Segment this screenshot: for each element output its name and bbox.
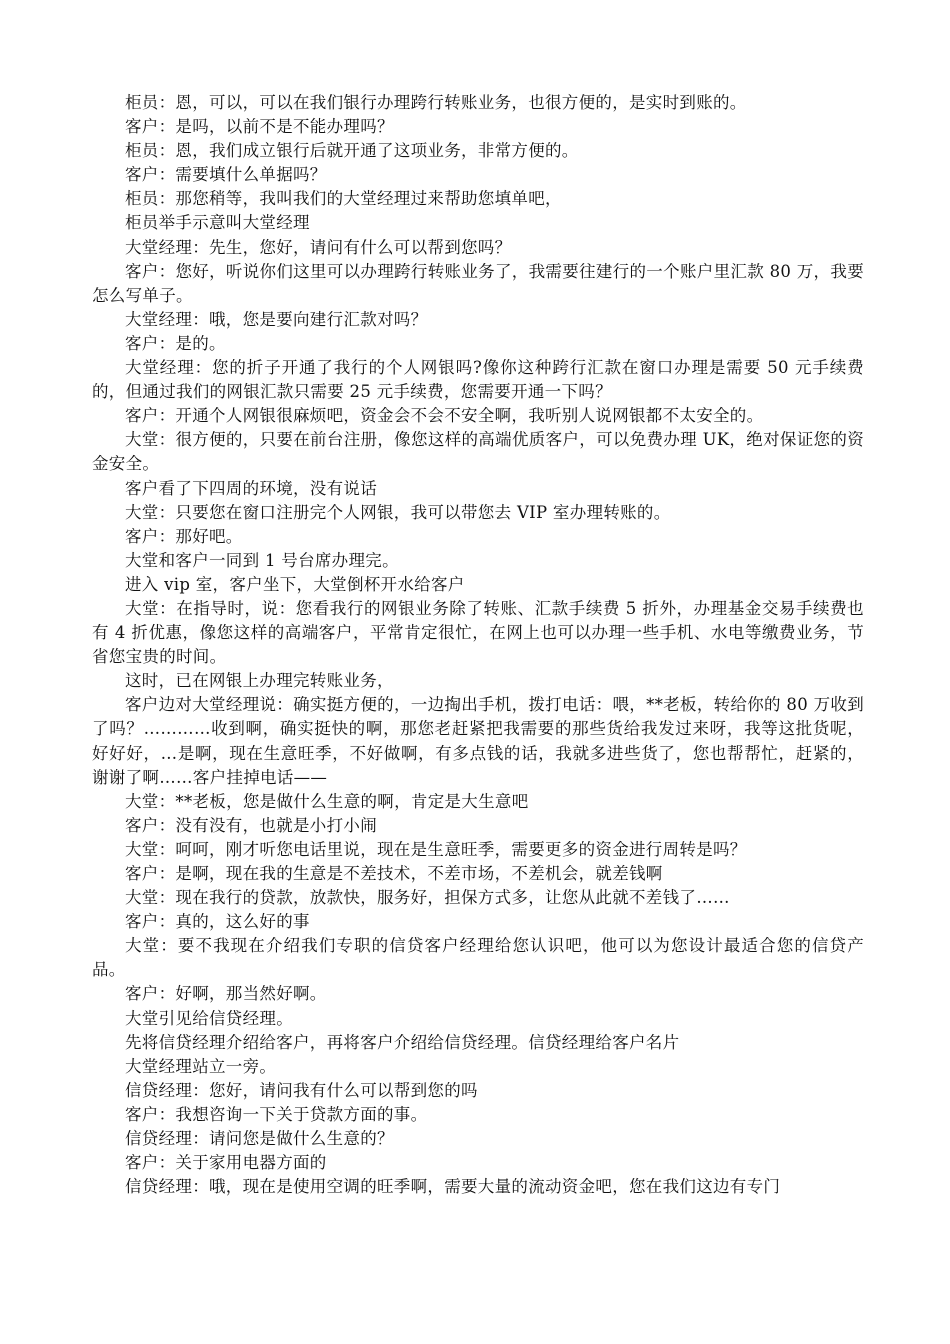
dialogue-paragraph: 客户：您好，听说你们这里可以办理跨行转账业务了，我需要往建行的一个账户里汇款 80 万，我要怎么写单子。 — [92, 261, 864, 305]
dialogue-paragraph: 客户边对大堂经理说：确实挺方便的，一边掏出手机，拨打电话：喂，**老板，转给你的 80 万收到了吗？…………收到啊，确实挺快的啊，那您老赶紧把我需要的那些货给我发过来呀，我等这批货呢，好好好，…是啊，现在生意旺季，不好做啊，有多点钱的话，我就多进些货了，您也帮帮忙，赶紧的，谢谢了啊……客户挂掉电话—— — [92, 695, 864, 787]
dialogue-paragraph: 大堂引见给信贷经理。 — [125, 1008, 293, 1028]
dialogue-paragraph: 信贷经理：您好，请问我有什么可以帮到您的吗 — [125, 1080, 478, 1100]
dialogue-paragraph: 大堂和客户一同到 1 号台席办理完。 — [125, 550, 399, 570]
dialogue-paragraph: 客户：那好吧。 — [125, 526, 243, 546]
dialogue-paragraph: 大堂：只要您在窗口注册完个人网银，我可以带您去 VIP 室办理转账的。 — [125, 502, 671, 522]
dialogue-paragraph: 大堂：要不我现在介绍我们专职的信贷客户经理给您认识吧，他可以为您设计最适合您的信贷产品。 — [92, 936, 864, 980]
dialogue-paragraph: 大堂：**老板，您是做什么生意的啊，肯定是大生意吧 — [125, 791, 529, 811]
dialogue-paragraph: 大堂：很方便的，只要在前台注册，像您这样的高端优质客户，可以免费办理 UK，绝对保证您的资金安全。 — [92, 430, 864, 474]
dialogue-paragraph: 柜员：恩，可以，可以在我们银行办理跨行转账业务，也很方便的，是实时到账的。 — [125, 93, 747, 112]
dialogue-paragraph: 大堂：在指导时，说：您看我行的网银业务除了转账、汇款手续费 5 折外，办理基金交易手续费也有 4 折优惠，像您这样的高端客户，平常肯定很忙，在网上也可以办理一些手机、水电等缴费业务，节省您宝贵的时间。 — [92, 598, 864, 667]
document-page — [92, 91, 864, 1199]
dialogue-paragraph: 信贷经理：哦，现在是使用空调的旺季啊，需要大量的流动资金吧，您在我们这边有专门 — [125, 1177, 781, 1197]
dialogue-paragraph: 客户看了下四周的环境，没有说话 — [125, 478, 377, 498]
dialogue-paragraph: 大堂：呵呵，刚才听您电话里说，现在是生意旺季，需要更多的资金进行周转是吗？ — [125, 839, 747, 859]
dialogue-paragraph: 先将信贷经理介绍给客户，再将客户介绍给信贷经理。信贷经理给客户名片 — [125, 1032, 680, 1052]
dialogue-paragraph: 大堂经理：您的折子开通了我行的个人网银吗?像你这种跨行汇款在窗口办理是需要 50 元手续费的，但通过我们的网银汇款只需要 25 元手续费，您需要开通一下吗？ — [92, 358, 864, 402]
dialogue-paragraph: 客户：我想咨询一下关于贷款方面的事。 — [125, 1104, 428, 1124]
dialogue-paragraph: 客户：需要填什么单据吗？ — [125, 165, 327, 185]
dialogue-paragraph: 客户：是吗，以前不是不能办理吗？ — [125, 117, 394, 137]
dialogue-paragraph: 大堂经理：先生，您好，请问有什么可以帮到您吗？ — [125, 237, 512, 257]
dialogue-paragraph: 客户：真的，这么好的事 — [125, 912, 310, 932]
dialogue-paragraph: 柜员：那您稍等，我叫我们的大堂经理过来帮助您填单吧， — [125, 189, 562, 209]
dialogue-paragraph: 这时，已在网银上办理完转账业务， — [125, 671, 394, 691]
dialogue-paragraph: 客户：好啊，那当然好啊。 — [125, 984, 327, 1004]
dialogue-paragraph: 客户：是啊，现在我的生意是不差技术，不差市场，不差机会，就差钱啊 — [125, 864, 663, 883]
dialogue-paragraph: 柜员举手示意叫大堂经理 — [125, 213, 310, 233]
dialogue-paragraph: 进入 vip 室，客户坐下，大堂倒杯开水给客户 — [125, 574, 465, 594]
dialogue-paragraph: 大堂经理站立一旁。 — [125, 1056, 277, 1076]
dialogue-paragraph: 柜员：恩，我们成立银行后就开通了这项业务，非常方便的。 — [125, 141, 579, 161]
dialogue-paragraph: 客户：是的。 — [125, 333, 226, 353]
dialogue-paragraph: 信贷经理：请问您是做什么生意的？ — [125, 1129, 394, 1149]
dialogue-paragraph: 大堂：现在我行的贷款，放款快，服务好，担保方式多，让您从此就不差钱了…… — [125, 888, 730, 908]
dialogue-paragraph: 客户：没有没有，也就是小打小闹 — [125, 815, 377, 835]
dialogue-paragraph: 大堂经理：哦，您是要向建行汇款对吗？ — [125, 309, 428, 329]
dialogue-paragraph: 客户：关于家用电器方面的 — [125, 1153, 327, 1173]
dialogue-paragraph: 客户：开通个人网银很麻烦吧，资金会不会不安全啊，我听别人说网银都不太安全的。 — [125, 406, 764, 426]
